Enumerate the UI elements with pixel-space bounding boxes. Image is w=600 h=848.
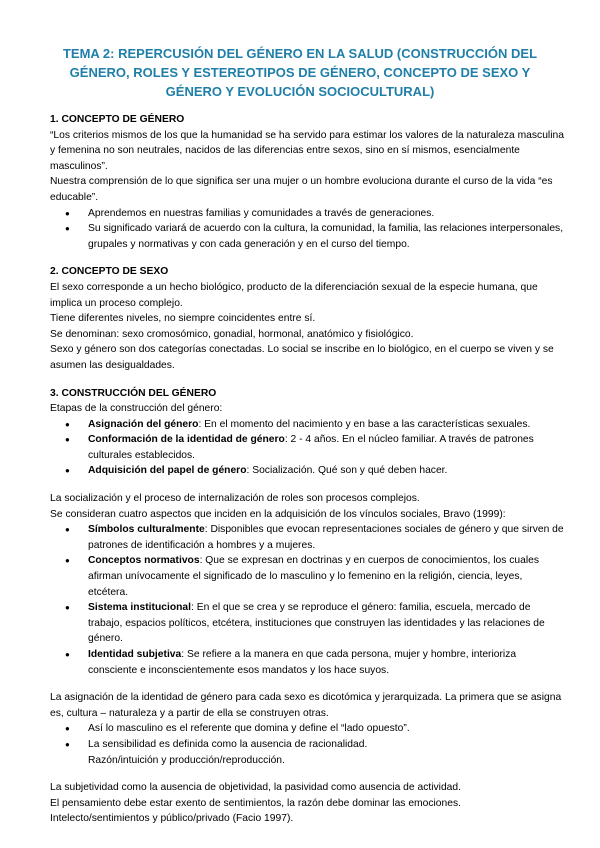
definition: : Disponibles que evocan representaciones sociales de género y que sirven de patrones de identificación a hombres y a mujeres.: [88, 524, 564, 551]
term: Símbolos culturalmente: [88, 524, 205, 536]
assignment-list: [50, 721, 564, 768]
term: Sistema institucional: [88, 602, 191, 614]
definition: : Se refiere a la manera en que cada persona, mujer y hombre, interioriza consciente e inconscientemente esos mandatos y los hace suyos.: [88, 649, 517, 676]
list-item: [50, 647, 564, 678]
section-3-intro: Etapas de la construcción del género:: [50, 403, 223, 415]
section-2-paragraph: Tiene diferentes niveles, no siempre coincidentes entre sí.: [50, 313, 316, 325]
term: Identidad subjetiva: [88, 649, 182, 660]
list-item-text: La sensibilidad es definida como la ausencia de racionalidad.: [88, 738, 368, 750]
definition: : 2 - 4 años. En el núcleo familiar. A través de patrones culturales establecidos.: [88, 434, 534, 461]
list-item: [50, 417, 564, 433]
list-item: [50, 553, 564, 600]
aspects-paragraph: Se consideran cuatro aspectos que inciden en la adquisición de los vínculos sociales, Bravo (1999):: [50, 508, 506, 520]
section-1-heading: 1. CONCEPTO DE GÉNERO: [50, 114, 185, 125]
term: Conformación de la identidad de género: [88, 434, 285, 446]
definition: : En el momento del nacimiento y en base a las características sexuales.: [198, 418, 531, 430]
definition: : Socialización. Qué son y qué deben hacer.: [246, 465, 448, 477]
section-2-paragraph: Se denominan: sexo cromosómico, gonadial, hormonal, anatómico y fisiológico.: [50, 328, 414, 340]
document-body: [50, 112, 564, 827]
term: Adquisición del papel de género: [88, 465, 247, 477]
definition: : Que se expresan en doctrinas y en cuerpos de conocimientos, los cuales afirman unívocamente el significado de lo masculino y lo femenino en la religión, ciencia, leyes, etcétera.: [88, 555, 539, 598]
term: Asignación del género: [88, 418, 199, 430]
section-1-quote: “Los criterios mismos de los que la humanidad se ha servido para estimar los valores de la naturaleza masculina y femenina no son neutrales, nacidos de las diferencias entre sexos, sino en sí mismos, esencialmente masculinos”.: [50, 129, 564, 172]
list-item: [50, 600, 564, 647]
socialization-paragraph: La socialización y el proceso de internalización de roles son procesos complejos.: [50, 493, 420, 505]
definition: : En el que se crea y se reproduce el género: familia, escuela, mercado de trabajo, espacios políticos, etcétera, instituciones que construyen las identidades y las relaciones de género.: [88, 602, 545, 645]
list-item: [50, 432, 564, 463]
section-1-paragraph: Nuestra comprensión de lo que significa ser una mujer o un hombre evoluciona durante el curso de la vida “es educable”.: [50, 176, 553, 203]
list-item: [50, 737, 564, 768]
section-2-paragraph: Sexo y género son dos categorías conectadas. Lo social se inscribe en lo biológico, en el cuerpo se viven y se asumen las desigualdades.: [50, 344, 554, 371]
assignment-paragraph: La asignación de la identidad de género para cada sexo es dicotómica y jerarquizada. La primera que se asigna es, cultura – naturaleza y a partir de ella se construyen otras.: [50, 692, 562, 719]
list-item-continuation: Razón/intuición y producción/reproducción.: [88, 754, 285, 766]
list-item: [50, 463, 564, 479]
section-1-list: [50, 206, 564, 253]
section-2-heading: 2. CONCEPTO DE SEXO: [50, 266, 169, 278]
stages-list: [50, 417, 564, 479]
final-paragraph: Intelecto/sentimientos y público/privado (Facio 1997).: [50, 813, 294, 825]
final-paragraph: La subjetividad como la ausencia de objetividad, la pasividad como ausencia de actividad.: [50, 782, 461, 794]
section-2-paragraph: El sexo corresponde a un hecho biológico, producto de la diferenciación sexual de la especie humana, que implica un proceso complejo.: [50, 281, 538, 309]
final-paragraph: El pensamiento debe estar exento de sentimientos, la razón debe dominar las emociones.: [50, 797, 461, 809]
list-item: [50, 522, 564, 553]
list-item: ● Así lo masculino es el referente que domina y define el “lado opuesto”.: [50, 721, 564, 737]
document-title: TEMA 2: REPERCUSIÓN DEL GÉNERO EN LA SALUD (CONSTRUCCIÓN DEL GÉNERO, ROLES Y ESTEREOTIPOS DE GÉNERO, CONCEPTO DE SEXO Y GÉNERO Y EVOLUCIÓN SOCIOCULTURAL): [62, 46, 538, 99]
aspects-list: [50, 522, 564, 678]
section-3-heading: 3. CONSTRUCCIÓN DEL GÉNERO: [50, 387, 217, 399]
list-item: ● Su significado variará de acuerdo con la cultura, la comunidad, la familia, las relaciones interpersonales, grupales y normativas y con cada generación y en el curso del tiempo.: [50, 221, 564, 252]
list-item: ● Aprendemos en nuestras familias y comunidades a través de generaciones.: [50, 206, 564, 222]
term: Conceptos normativos: [88, 555, 200, 567]
